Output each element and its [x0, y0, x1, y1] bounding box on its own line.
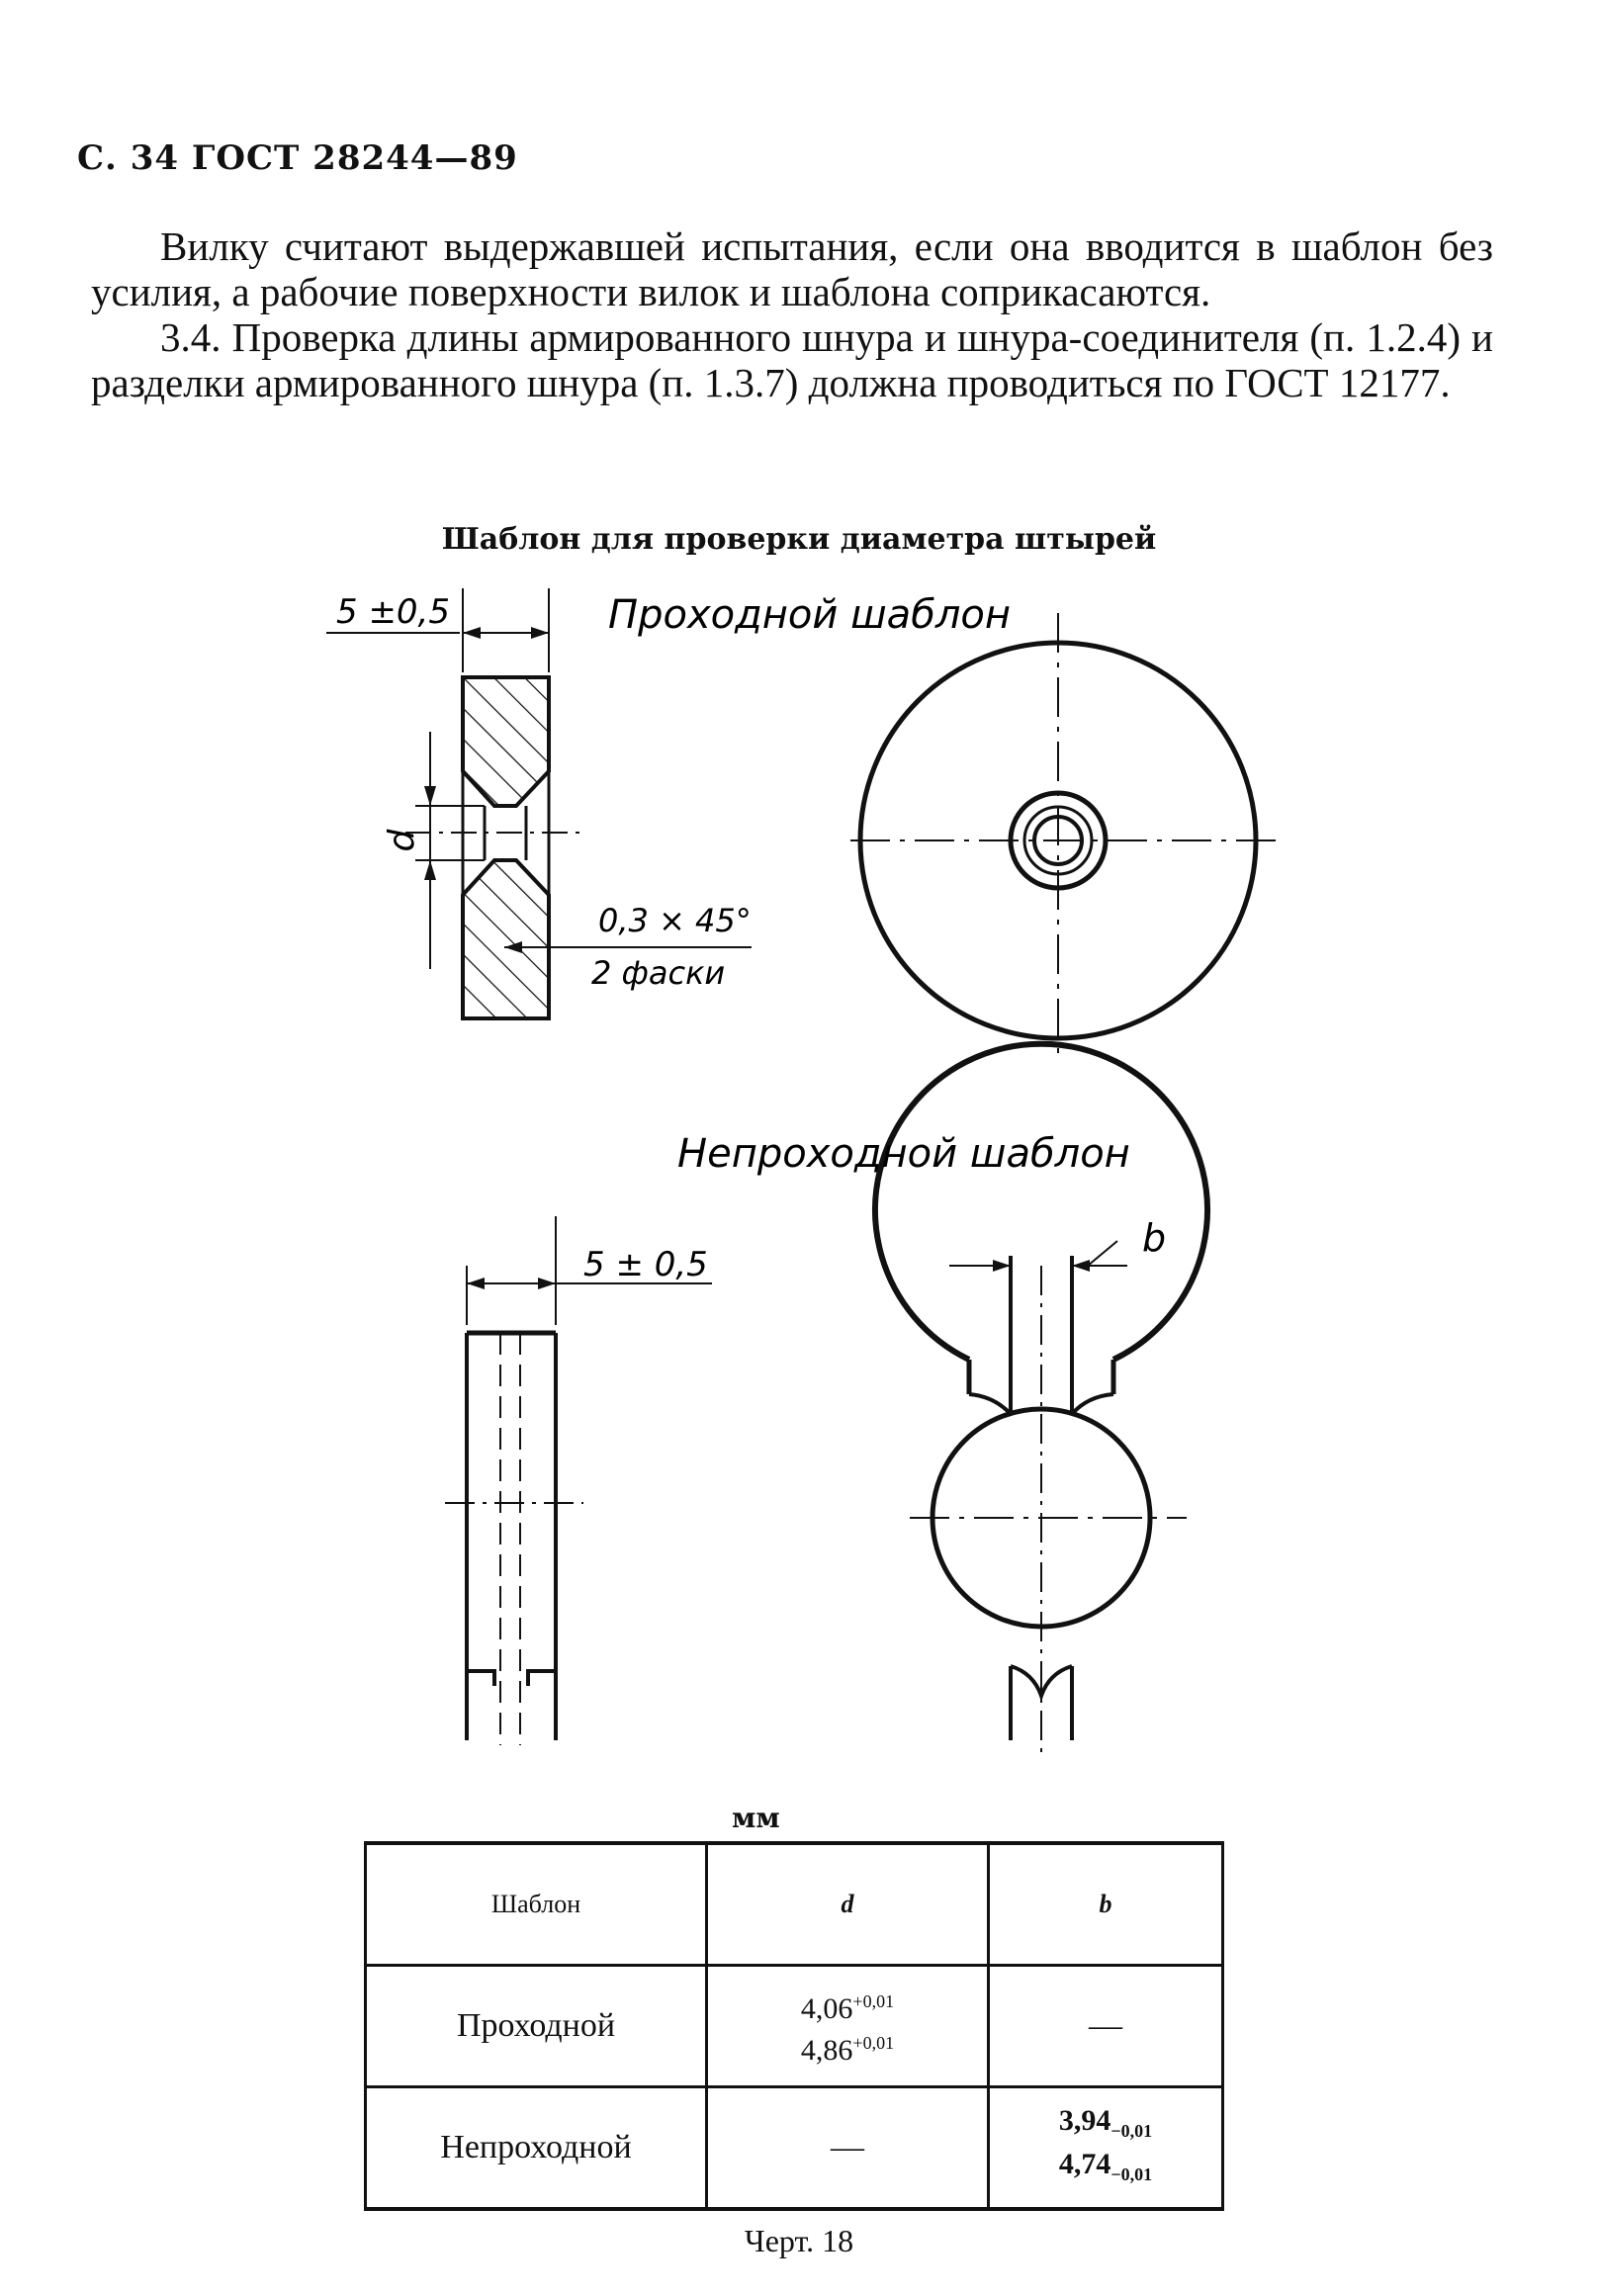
- pass-diameter-label: d: [382, 829, 422, 852]
- row-d-value: —: [707, 2087, 989, 2210]
- nopass-width-dim: 5 ± 0,5: [583, 1245, 708, 1284]
- nopass-gauge-title: Непроходной шаблон: [677, 1131, 1130, 1177]
- table-row: [366, 2087, 1223, 2210]
- gauge-drawing: [297, 574, 1286, 1760]
- chamfer-count: 2 фаски: [591, 954, 726, 992]
- b-tolerance-2: −0,01: [1110, 2164, 1153, 2184]
- figure-title: Шаблон для проверки диаметра штырей: [441, 522, 1157, 557]
- row-d-values: [707, 1966, 989, 2087]
- page-header: С. 34 ГОСТ 28244—89: [77, 138, 518, 178]
- paragraph-2: 3.4. Проверка длины армированного шнура и шнура-соединителя (п. 1.2.4) и разделки армированного шнура (п. 1.3.7) должна проводиться по ГОСТ 12177.: [91, 314, 1493, 405]
- row-b-values: [989, 2087, 1223, 2210]
- table-units: мм: [732, 1802, 780, 1834]
- figure-caption: Черт. 18: [744, 2223, 854, 2258]
- row-name: Проходной: [366, 1966, 707, 2087]
- d-tolerance-2: +0,01: [852, 2033, 895, 2053]
- header-b: b: [989, 1843, 1223, 1966]
- table-row: [366, 1966, 1223, 2087]
- pass-gauge-section: [326, 588, 1276, 1058]
- row-b-value: —: [989, 1966, 1223, 2087]
- body-text: [91, 223, 1493, 405]
- paragraph-1: Вилку считают выдержавшей испытания, если она вводится в шаблон без усилия, а рабочие поверхности вилок и шаблона соприкасаются.: [91, 223, 1493, 314]
- d-value-2: 4,86: [800, 2034, 853, 2067]
- slot-width-label: b: [1142, 1216, 1167, 1260]
- pass-width-dim: 5 ±0,5: [336, 592, 450, 632]
- d-tolerance-1: +0,01: [852, 1991, 895, 2011]
- b-tolerance-1: −0,01: [1110, 2121, 1153, 2141]
- chamfer-dim: 0,3 × 45°: [598, 902, 752, 939]
- table-header-row: [366, 1843, 1223, 1966]
- header-d: d: [707, 1843, 989, 1966]
- header-gauge: Шаблон: [366, 1843, 707, 1966]
- b-value-1: 3,94: [1058, 2104, 1111, 2137]
- dimensions-table: [364, 1841, 1224, 2211]
- pass-gauge-title: Проходной шаблон: [608, 592, 1012, 638]
- row-name: Непроходной: [366, 2087, 707, 2210]
- b-value-2: 4,74: [1058, 2148, 1111, 2180]
- d-value-1: 4,06: [800, 1992, 853, 2025]
